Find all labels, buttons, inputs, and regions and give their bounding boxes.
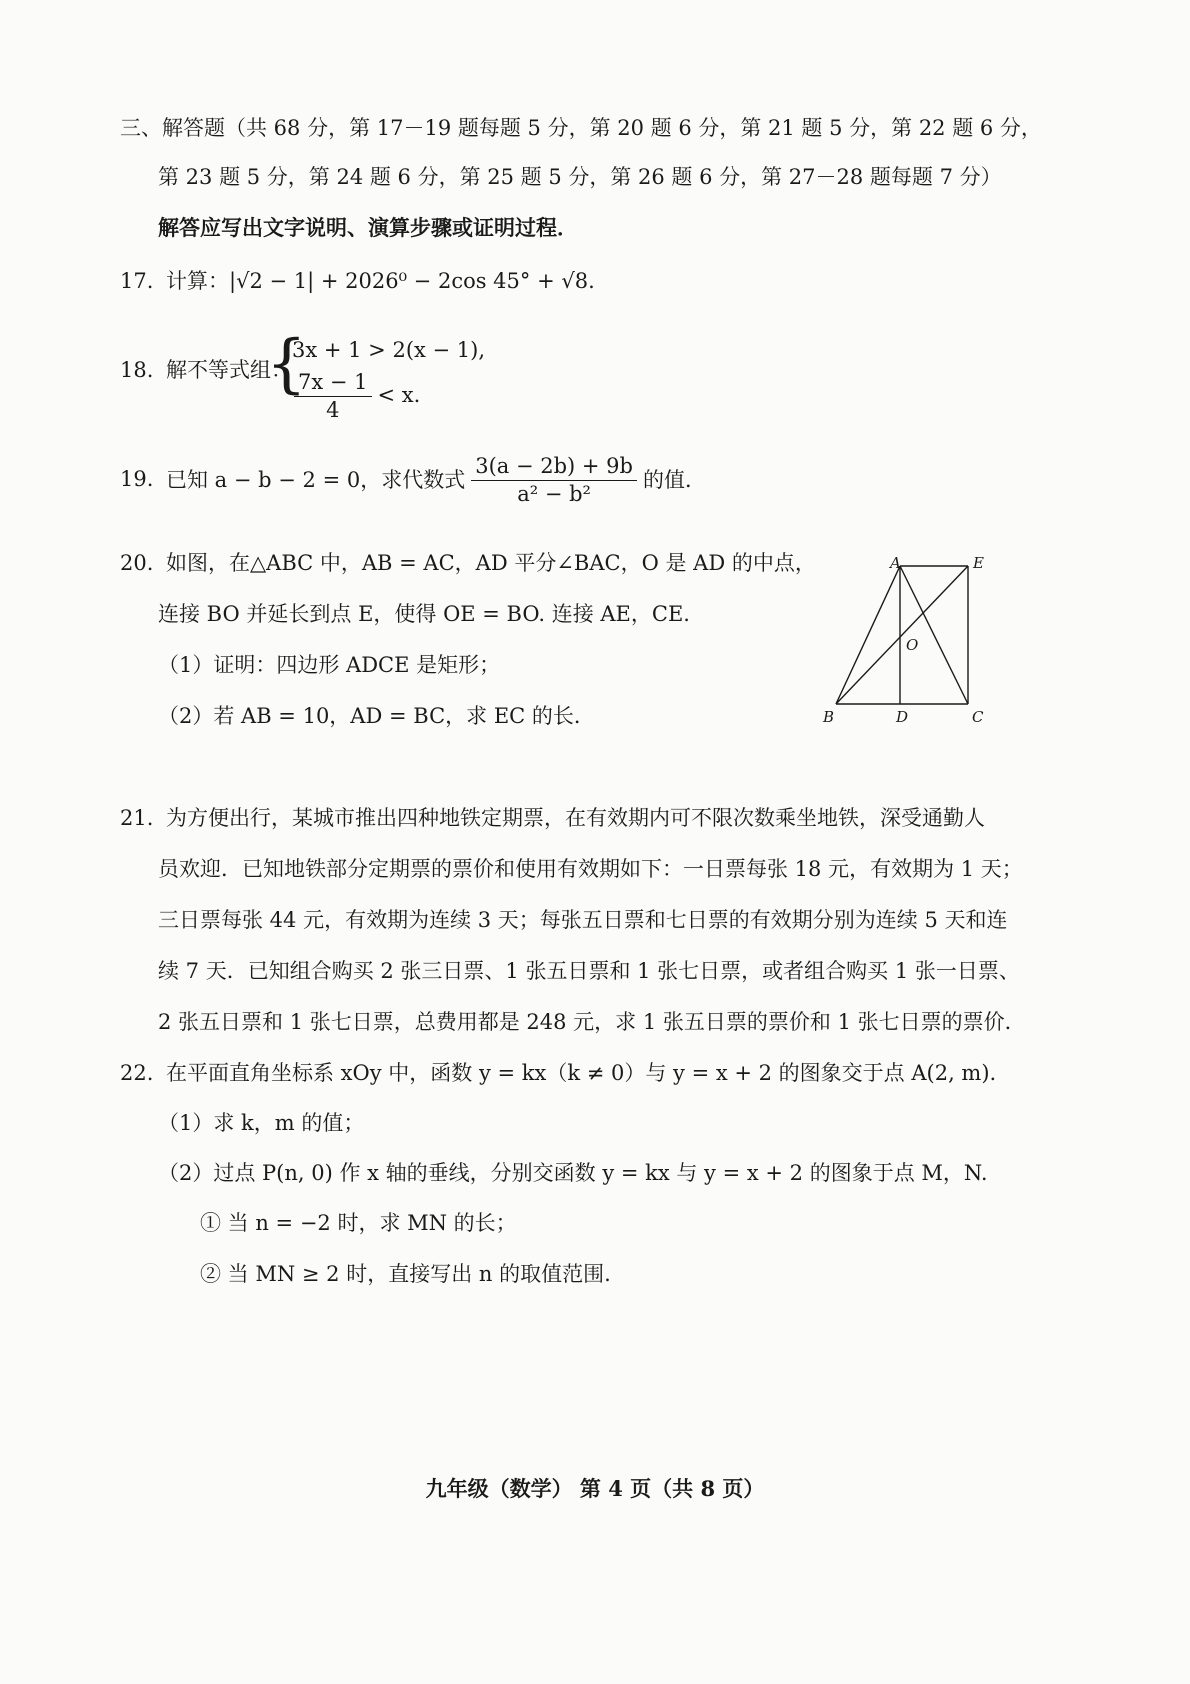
question-text: 解不等式组： — [166, 358, 292, 382]
fraction-denominator: a² − b² — [517, 482, 591, 506]
question-number: 21. — [120, 806, 154, 830]
question-text: 在平面直角坐标系 xOy 中，函数 y = kx（k ≠ 0）与 y = x + 2 的图象交于点 A(2, m). — [166, 1061, 997, 1085]
section-instruction: 解答应写出文字说明、演算步骤或证明过程． — [158, 215, 578, 240]
question-21 — [120, 808, 985, 829]
question-20-part2: （2）若 AB = 10，AD = BC，求 EC 的长． — [158, 704, 595, 728]
question-19 — [120, 456, 706, 505]
question-number: 20. — [120, 551, 154, 575]
inequality-1: 3x + 1 > 2(x − 1), — [292, 338, 486, 362]
question-22-part1: （1）求 k，m 的值； — [158, 1111, 365, 1135]
segment-BE — [836, 566, 968, 704]
fraction-denominator: 4 — [326, 398, 340, 422]
question-text: 为方便出行，某城市推出四种地铁定期票，在有效期内可不限次数乘坐地铁，深受通勤人 — [166, 806, 985, 830]
point-label-A: A — [890, 554, 901, 572]
question-20-line2: 连接 BO 并延长到点 E，使得 OE = BO. 连接 AE，CE. — [158, 602, 690, 626]
question-text-after: 的值． — [642, 468, 706, 492]
question-text: 计算：|√2 − 1| + 2026⁰ − 2cos 45° + √8. — [166, 269, 595, 293]
system-brace: { — [266, 327, 307, 401]
point-label-C: C — [972, 708, 984, 726]
fraction — [471, 456, 637, 505]
section-heading-continued: 第 23 题 5 分，第 24 题 6 分，第 25 题 5 分，第 26 题 6 分，第 27－28 题每题 7 分） — [158, 165, 1002, 189]
question-21-line: 三日票每张 44 元，有效期为连续 3 天；每张五日票和七日票的有效期分别为连续 5 天和连 — [158, 908, 1008, 932]
question-20 — [120, 553, 816, 574]
fraction — [294, 372, 372, 421]
question-text: 如图，在△ABC 中，AB = AC，AD 平分∠BAC，O 是 AD 的中点， — [166, 551, 816, 575]
page-footer: 九年级（数学） 第 4 页（共 8 页） — [425, 1476, 765, 1501]
point-label-O: O — [906, 636, 919, 654]
question-21-line: 2 张五日票和 1 张七日票，总费用都是 248 元，求 1 张五日票的票价和 1 张七日票的票价． — [158, 1010, 1026, 1034]
inequality-tail: < x. — [377, 383, 421, 407]
question-22-part2: （2）过点 P(n, 0) 作 x 轴的垂线，分别交函数 y = kx 与 y = x + 2 的图象于点 M，N. — [158, 1161, 988, 1185]
fraction-numerator: 3(a − 2b) + 9b — [471, 456, 637, 481]
point-label-B: B — [823, 708, 835, 726]
question-text: 已知 a − b − 2 = 0，求代数式 — [166, 468, 466, 492]
geometry-figure — [818, 548, 998, 730]
segment-AB — [836, 566, 900, 704]
fraction-numerator: 7x − 1 — [294, 372, 372, 397]
point-label-D: D — [896, 708, 909, 726]
question-22-sub1: ① 当 n = −2 时，求 MN 的长； — [200, 1211, 517, 1235]
question-21-line: 员欢迎．已知地铁部分定期票的票价和使用有效期如下：一日票每张 18 元，有效期为 1 天； — [158, 857, 1023, 881]
question-22 — [120, 1063, 996, 1084]
question-number: 18. — [120, 358, 154, 382]
question-20-part1: （1）证明：四边形 ADCE 是矩形； — [158, 653, 501, 677]
inequality-2 — [288, 372, 420, 421]
segment-AC — [900, 566, 968, 704]
section-heading: 三、解答题（共 68 分，第 17－19 题每题 5 分，第 20 题 6 分，第 21 题 5 分，第 22 题 6 分， — [120, 116, 1042, 140]
question-17 — [120, 271, 595, 292]
point-label-E: E — [973, 554, 984, 572]
question-number: 17. — [120, 269, 154, 293]
question-number: 19. — [120, 467, 154, 491]
question-21-line: 续 7 天．已知组合购买 2 张三日票、1 张五日票和 1 张七日票，或者组合购买 1 张一日票、 — [158, 959, 1020, 983]
question-number: 22. — [120, 1061, 154, 1085]
question-22-sub2: ② 当 MN ≥ 2 时，直接写出 n 的取值范围. — [200, 1262, 611, 1286]
